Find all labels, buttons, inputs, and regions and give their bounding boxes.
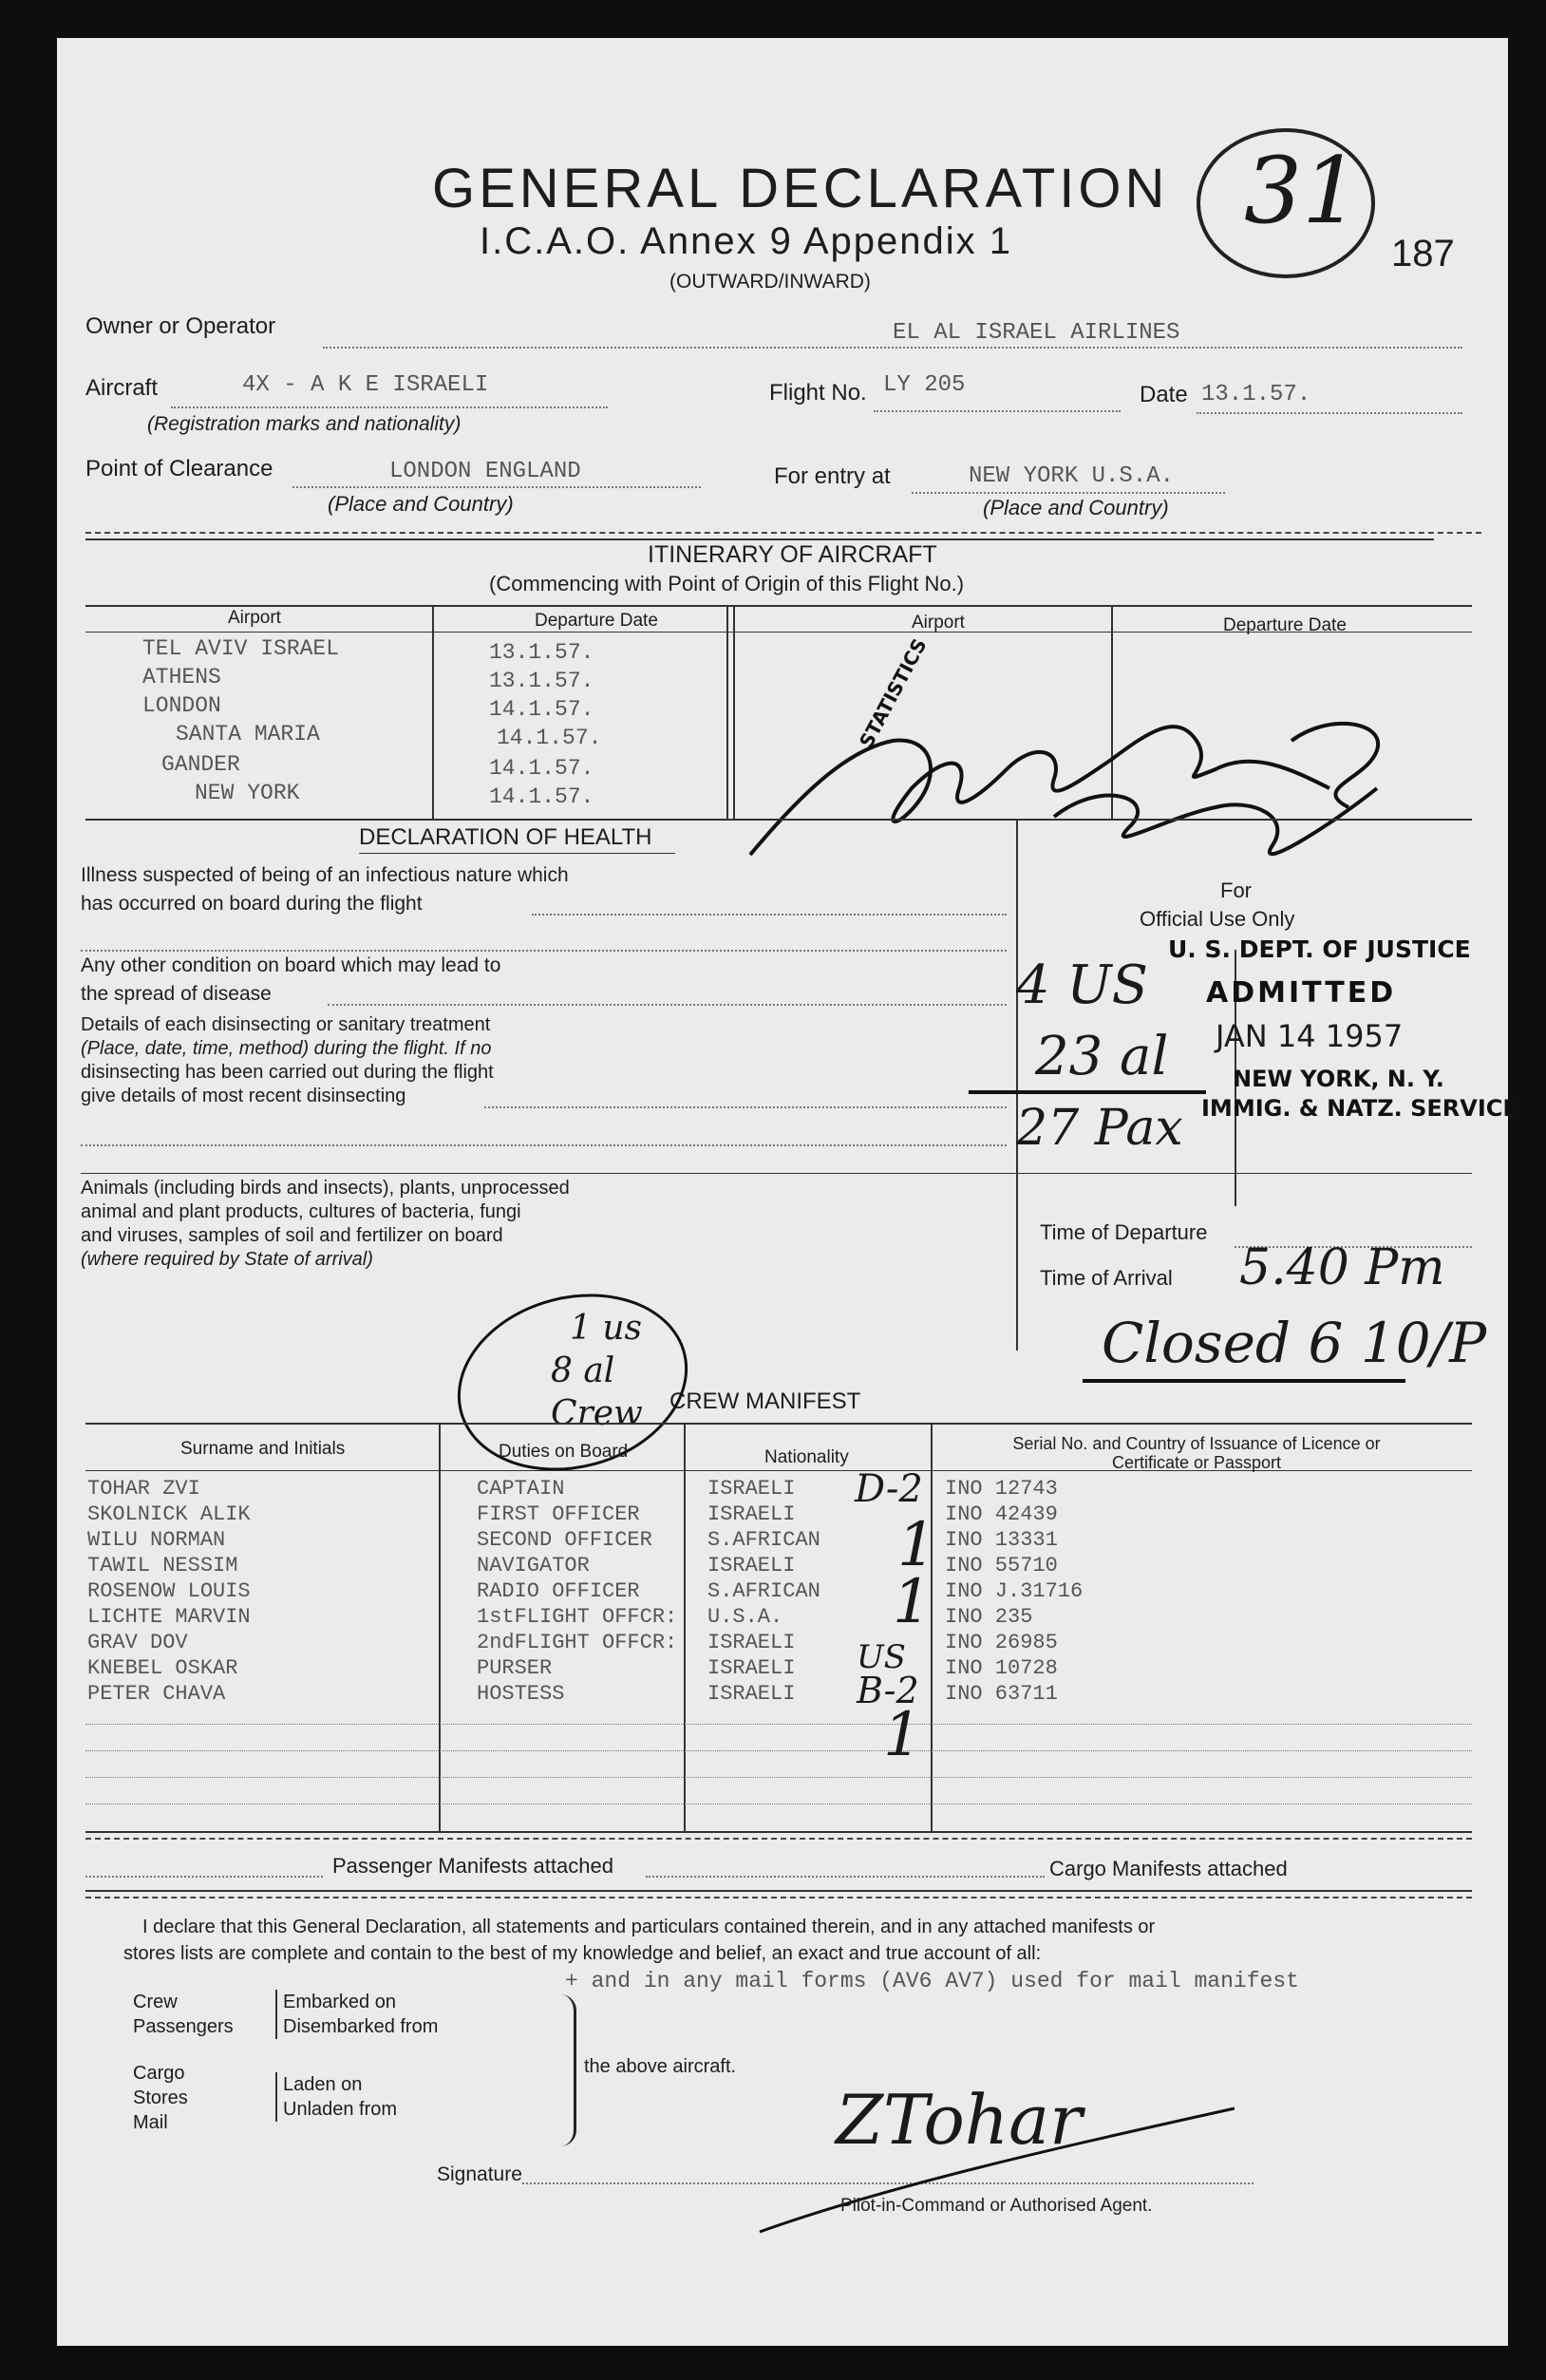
page-number: 187 xyxy=(1391,233,1455,274)
declaration-mail-label: Mail xyxy=(133,2112,168,2133)
aircraft-label: Aircraft xyxy=(85,375,159,401)
aircraft-dotline xyxy=(171,406,608,408)
declaration-aircraft: the above aircraft. xyxy=(584,2056,737,2077)
declaration-line2: stores lists are complete and contain to the best of my knowledge and belief, an exact and true account of all: xyxy=(123,1943,1042,1964)
declaration-stores-label: Stores xyxy=(133,2087,188,2108)
crew-bottom-line xyxy=(85,1831,1472,1833)
crew-serial: INO 10728 xyxy=(945,1656,1058,1680)
declaration-embark xyxy=(275,1990,438,2039)
official-scribble xyxy=(722,684,1500,931)
crew-header-nationality: Nationality xyxy=(764,1447,849,1467)
health-q3-line1: Details of each disinsecting or sanitary treatment xyxy=(81,1014,491,1035)
crew-row xyxy=(57,1605,1481,1631)
declaration-crew-label: Crew xyxy=(133,1992,178,2012)
crew-duty: HOSTESS xyxy=(477,1682,565,1706)
aircraft-value: 4X - A K E ISRAELI xyxy=(242,372,489,398)
crew-name: TAWIL NESSIM xyxy=(87,1554,238,1577)
signature-label: Signature xyxy=(437,2163,522,2185)
health-q4-line2: animal and plant products, cultures of bacteria, fungi xyxy=(81,1201,521,1222)
itinerary-top-line xyxy=(85,605,1472,607)
cargo-manifests: Cargo Manifests attached xyxy=(1049,1857,1288,1880)
crew-mark-6: 1 xyxy=(883,1700,922,1770)
pilot-label: Pilot-in-Command or Authorised Agent. xyxy=(840,2196,1153,2216)
circled-number: 31 xyxy=(1244,138,1361,244)
crew-serial: INO 42439 xyxy=(945,1502,1058,1526)
itinerary-airport: ATHENS xyxy=(142,665,221,689)
passenger-dotline-l xyxy=(85,1876,323,1878)
crew-note-line1: 1 us xyxy=(570,1309,643,1348)
health-q2-dotline xyxy=(328,1004,1007,1006)
itinerary-date: 14.1.57. xyxy=(489,784,594,809)
declaration-laden xyxy=(275,2072,397,2122)
crew-row xyxy=(57,1656,1481,1682)
signature-value: ZTohar xyxy=(836,2080,1083,2160)
flight-label: Flight No. xyxy=(769,380,867,406)
health-q3-line3: disinsecting has been carried out during the flight xyxy=(81,1062,494,1083)
crew-nationality: S.AFRICAN xyxy=(707,1528,820,1552)
manifests-bottom-line-b xyxy=(85,1897,1472,1898)
crew-nationality: S.AFRICAN xyxy=(707,1579,820,1603)
stamp-line2: ADMITTED xyxy=(1206,976,1397,1010)
departure-label: Time of Departure xyxy=(1040,1220,1208,1244)
crew-mark-1: D-2 xyxy=(855,1467,923,1511)
arrival-label: Time of Arrival xyxy=(1040,1266,1173,1290)
stamp-line3: NEW YORK, N. Y. xyxy=(1233,1066,1444,1092)
health-q2-line1: Any other condition on board which may lead to xyxy=(81,954,501,976)
itin-header-date-2: Departure Date xyxy=(1223,615,1347,635)
crew-empty-row-line xyxy=(85,1750,1472,1751)
manifests-bottom-line xyxy=(85,1890,1472,1892)
crew-mark-4: US xyxy=(857,1638,906,1676)
health-q3-dotline xyxy=(484,1106,1007,1108)
crew-nationality: ISRAELI xyxy=(707,1656,796,1680)
signature-underline xyxy=(750,2080,1244,2241)
flight-value: LY 205 xyxy=(883,372,966,398)
owner-value: EL AL ISRAEL AIRLINES xyxy=(893,320,1180,346)
closed-underline xyxy=(1083,1379,1405,1383)
itinerary-date: 14.1.57. xyxy=(489,756,594,781)
hand-count-2: 23 al xyxy=(1035,1026,1169,1087)
divider-1b xyxy=(85,538,1434,540)
stamp-line4: IMMIG. & NATZ. SERVICE xyxy=(1201,1095,1518,1122)
declaration-unladen-label: Unladen from xyxy=(283,2099,398,2120)
crew-row xyxy=(57,1528,1481,1554)
clearance-dotline xyxy=(292,486,701,488)
crew-header-duties: Duties on Board xyxy=(499,1442,629,1462)
stamp-date: JAN 14 1957 xyxy=(1216,1018,1404,1054)
flight-dotline xyxy=(874,410,1121,412)
itinerary-date: 13.1.57. xyxy=(489,669,594,693)
crew-name: TOHAR ZVI xyxy=(87,1477,200,1501)
entry-dotline xyxy=(912,492,1225,494)
hand-total: 27 Pax xyxy=(1016,1100,1183,1157)
crew-duty: NAVIGATOR xyxy=(477,1554,590,1577)
crew-row xyxy=(57,1502,1481,1528)
passenger-manifests: Passenger Manifests attached xyxy=(332,1854,613,1878)
itinerary-airport: SANTA MARIA xyxy=(176,722,320,746)
hand-total-rule xyxy=(969,1090,1206,1094)
itinerary-subtitle: (Commencing with Point of Origin of this Flight No.) xyxy=(489,572,965,595)
crew-row xyxy=(57,1682,1481,1708)
itinerary-date: 14.1.57. xyxy=(497,726,602,750)
clearance-note: (Place and Country) xyxy=(328,492,514,516)
date-label: Date xyxy=(1140,382,1188,407)
crew-serial: INO 63711 xyxy=(945,1682,1058,1706)
itinerary-airport: GANDER xyxy=(161,752,240,777)
health-q3-line2: (Place, date, time, method) during the flight. If no xyxy=(81,1038,492,1059)
crew-name: LICHTE MARVIN xyxy=(87,1605,251,1629)
declaration-disembarked-label: Disembarked from xyxy=(283,2016,439,2037)
official-label-2: Official Use Only xyxy=(1140,907,1295,931)
crew-nationality: U.S.A. xyxy=(707,1605,783,1629)
declaration-cargo-label: Cargo xyxy=(133,2063,185,2084)
crew-duty: CAPTAIN xyxy=(477,1477,565,1501)
statistics-stamp: STATISTICS xyxy=(855,634,932,752)
health-q1-line2: has occurred on board during the flight xyxy=(81,893,423,915)
crew-name: SKOLNICK ALIK xyxy=(87,1502,251,1526)
itinerary-date: 14.1.57. xyxy=(489,697,594,722)
declaration-brace xyxy=(560,1994,576,2146)
declaration-line1: I declare that this General Declaration, all statements and particulars contained therein, and in any attached manifests or xyxy=(142,1917,1156,1937)
official-bottom-line xyxy=(1016,1173,1472,1174)
aircraft-note: (Registration marks and nationality) xyxy=(147,413,462,435)
crew-serial: INO 235 xyxy=(945,1605,1033,1629)
divider-1 xyxy=(85,532,1481,534)
itin-header-date-1: Departure Date xyxy=(535,611,658,631)
health-title: DECLARATION OF HEALTH xyxy=(359,824,652,850)
crew-nationality: ISRAELI xyxy=(707,1502,796,1526)
entry-label: For entry at xyxy=(774,463,891,489)
official-label-1: For xyxy=(1220,878,1252,902)
itinerary-airport: LONDON xyxy=(142,693,221,718)
health-top-line xyxy=(85,819,1472,821)
crew-nationality: ISRAELI xyxy=(707,1631,796,1654)
health-right-divider xyxy=(1016,819,1018,1351)
crew-mark-3: 1 xyxy=(893,1567,932,1637)
arrival-value: 5.40 Pm xyxy=(1239,1239,1445,1296)
owner-dotline xyxy=(323,347,1462,349)
crew-duty: 2ndFLIGHT OFFCR: xyxy=(477,1631,678,1654)
crew-mark-2: 1 xyxy=(897,1510,936,1580)
crew-serial: INO 26985 xyxy=(945,1631,1058,1654)
crew-top-line xyxy=(85,1423,1472,1425)
crew-nationality: ISRAELI xyxy=(707,1554,796,1577)
health-q4-line4: (where required by State of arrival) xyxy=(81,1249,373,1270)
crew-note-line2: 8 al xyxy=(551,1351,615,1390)
crew-row xyxy=(57,1554,1481,1579)
health-q3-dotline2 xyxy=(81,1144,1007,1146)
itin-col-1 xyxy=(432,605,434,819)
crew-serial: INO 12743 xyxy=(945,1477,1058,1501)
crew-title: CREW MANIFEST xyxy=(669,1388,861,1414)
crew-bottom-line-b xyxy=(85,1838,1472,1840)
crew-name: KNEBEL OSKAR xyxy=(87,1656,238,1680)
crew-name: GRAV DOV xyxy=(87,1631,188,1654)
owner-label: Owner or Operator xyxy=(85,313,276,339)
crew-header-surname: Surname and Initials xyxy=(180,1439,346,1459)
crew-duty: 1stFLIGHT OFFCR: xyxy=(477,1605,678,1629)
crew-duty: SECOND OFFICER xyxy=(477,1528,652,1552)
itin-header-airport-2: Airport xyxy=(912,613,965,633)
health-q1-dotline2 xyxy=(81,950,1007,952)
form-subtitle: I.C.A.O. Annex 9 Appendix 1 xyxy=(480,220,1012,262)
crew-nationality: ISRAELI xyxy=(707,1477,796,1501)
crew-serial: INO 55710 xyxy=(945,1554,1058,1577)
declaration-passengers-label: Passengers xyxy=(133,2016,234,2037)
crew-empty-row-line xyxy=(85,1777,1472,1778)
crew-empty-row-line xyxy=(85,1724,1472,1725)
health-q4-top xyxy=(81,1173,1016,1174)
itinerary-airport: TEL AVIV ISRAEL xyxy=(142,636,340,661)
health-q1-dotline xyxy=(532,914,1007,916)
declaration-embarked-label: Embarked on xyxy=(283,1992,396,2012)
health-q3-line4: give details of most recent disinsecting xyxy=(81,1086,406,1106)
crew-mark-5: B-2 xyxy=(857,1670,919,1711)
entry-note: (Place and Country) xyxy=(983,496,1169,519)
crew-serial: INO J.31716 xyxy=(945,1579,1084,1603)
clearance-label: Point of Clearance xyxy=(85,456,273,482)
crew-row xyxy=(57,1477,1481,1502)
hand-count-1: 4 US xyxy=(1016,954,1148,1016)
crew-header-serial: Serial No. and Country of Issuance of Licence or Certificate or Passport xyxy=(1012,1434,1381,1472)
form-title: GENERAL DECLARATION xyxy=(432,158,1169,219)
form-direction: (OUTWARD/INWARD) xyxy=(669,271,871,293)
date-dotline xyxy=(1197,412,1462,414)
date-value: 13.1.57. xyxy=(1201,382,1311,407)
declaration-typed-addition: + and in any mail forms (AV6 AV7) used for mail manifest xyxy=(565,1969,1299,1993)
health-q1-line1: Illness suspected of being of an infectious nature which xyxy=(81,864,569,886)
crew-row xyxy=(57,1631,1481,1656)
itinerary-airport: NEW YORK xyxy=(195,781,300,805)
health-title-underline xyxy=(359,853,675,854)
declaration-crew xyxy=(133,1990,234,2039)
stamp-line1: U. S. DEPT. OF JUSTICE xyxy=(1168,935,1471,963)
clearance-value: LONDON ENGLAND xyxy=(389,459,581,484)
crew-row xyxy=(57,1579,1481,1605)
passenger-dotline-r xyxy=(646,1876,1045,1878)
itinerary-date: 13.1.57. xyxy=(489,640,594,665)
declaration-laden-label: Laden on xyxy=(283,2074,363,2095)
declaration-form xyxy=(57,38,1518,2346)
crew-duty: RADIO OFFICER xyxy=(477,1579,640,1603)
entry-value: NEW YORK U.S.A. xyxy=(969,463,1175,489)
itin-header-airport-1: Airport xyxy=(228,608,281,628)
health-q2-line2: the spread of disease xyxy=(81,983,272,1005)
crew-duty: PURSER xyxy=(477,1656,553,1680)
declaration-cargo xyxy=(133,2061,188,2135)
health-q4-line1: Animals (including birds and insects), plants, unprocessed xyxy=(81,1178,570,1199)
crew-serial: INO 13331 xyxy=(945,1528,1058,1552)
health-q4-line3: and viruses, samples of soil and fertilizer on board xyxy=(81,1225,503,1246)
crew-note-line3: Crew xyxy=(551,1394,643,1433)
crew-name: WILU NORMAN xyxy=(87,1528,226,1552)
closed-note: Closed 6 10/P xyxy=(1102,1311,1487,1375)
crew-duty: FIRST OFFICER xyxy=(477,1502,640,1526)
crew-nationality: ISRAELI xyxy=(707,1682,796,1706)
crew-name: ROSENOW LOUIS xyxy=(87,1579,251,1603)
crew-name: PETER CHAVA xyxy=(87,1682,226,1706)
itinerary-title: ITINERARY OF AIRCRAFT xyxy=(648,541,937,568)
